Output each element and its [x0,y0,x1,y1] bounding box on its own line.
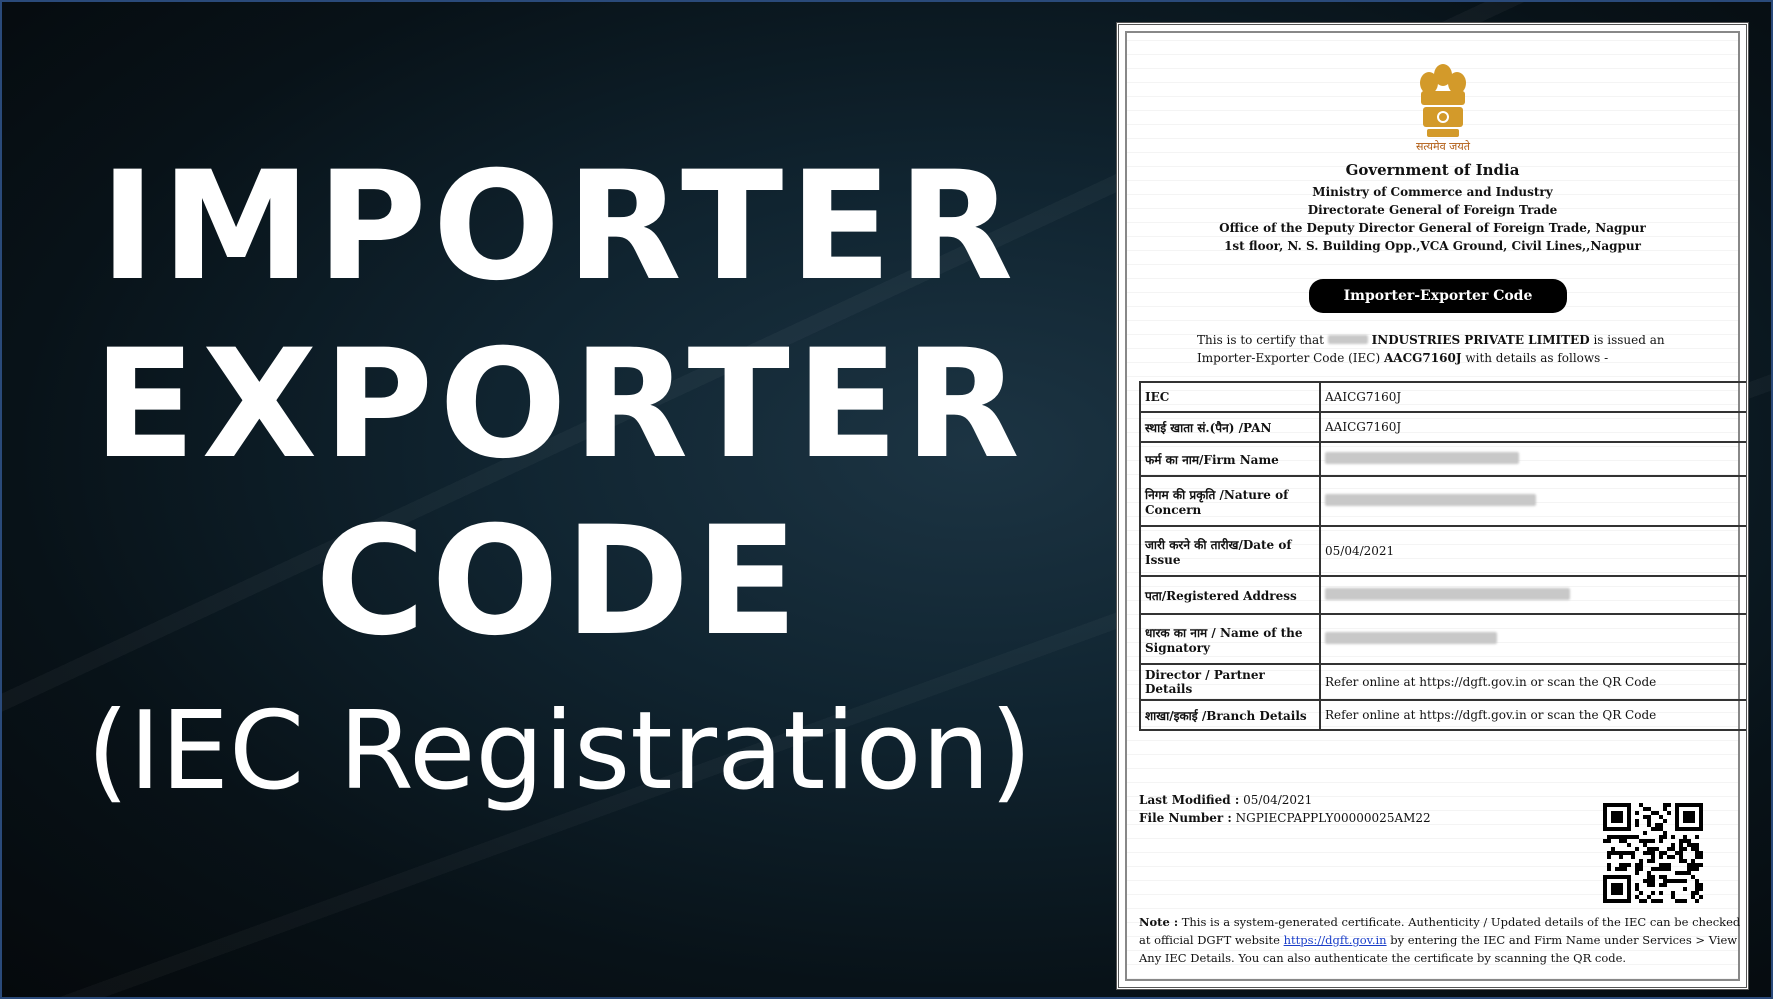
qr-module [1647,807,1651,811]
qr-module [1635,823,1639,827]
row-value [1320,476,1748,526]
qr-module [1699,851,1703,855]
qr-module [1695,887,1699,891]
note-text-2: by entering the IEC and Firm Name under Services > View Any IEC Details. You can also authenticate the certificate by scanning the QR code. [1139,933,1738,965]
qr-module [1683,835,1687,839]
certify-prefix: This is to certify that [1197,333,1324,347]
qr-module [1639,867,1643,871]
title-subtitle: (IEC Registration) [86,689,1033,814]
row-label: IEC [1140,382,1320,412]
table-row [1140,700,1748,730]
redacted-value [1325,588,1570,600]
note-label: Note : [1139,915,1179,929]
qr-module [1679,871,1683,875]
qr-module [1675,899,1679,903]
qr-module [1687,843,1691,847]
qr-module [1663,875,1667,879]
qr-module [1663,879,1667,883]
row-label: निगम की प्रकृति /Nature of Concern [1140,476,1320,526]
qr-module [1623,851,1627,855]
qr-module [1647,883,1651,887]
qr-module [1691,843,1695,847]
qr-module [1635,811,1639,815]
qr-module [1691,895,1695,899]
row-value: Refer online at https://dgft.gov.in or scan the QR Code [1320,700,1748,730]
qr-module [1663,851,1667,855]
qr-module [1631,855,1635,859]
qr-module [1687,839,1691,843]
qr-module [1659,835,1663,839]
qr-module [1663,819,1667,823]
qr-module [1675,851,1679,855]
qr-module [1663,831,1667,835]
qr-module [1663,883,1667,887]
qr-module [1659,863,1663,867]
table-row [1140,614,1748,664]
table-row [1140,382,1748,412]
certificate-meta [1139,791,1431,827]
qr-module [1679,859,1683,863]
qr-module [1651,851,1655,855]
qr-module [1607,867,1611,871]
qr-module [1691,863,1695,867]
qr-module [1679,839,1683,843]
qr-module [1627,851,1631,855]
certify-line2-prefix: Importer-Exporter Code (IEC) [1197,351,1381,365]
qr-module [1667,863,1671,867]
qr-finder-core [1683,811,1695,823]
qr-module [1619,855,1623,859]
qr-module [1647,871,1651,875]
qr-module [1635,871,1639,875]
qr-module [1643,831,1647,835]
qr-module [1639,839,1643,843]
qr-module [1647,875,1651,879]
qr-code-icon [1603,803,1703,903]
table-row [1140,442,1748,476]
qr-module [1635,883,1639,887]
qr-module [1683,887,1687,891]
iec-certificate [1116,22,1749,990]
qr-module [1643,879,1647,883]
qr-module [1615,867,1619,871]
qr-module [1659,827,1663,831]
certify-iec-code: AACG7160J [1384,351,1462,365]
qr-module [1659,883,1663,887]
qr-module [1687,867,1691,871]
qr-module [1663,803,1667,807]
qr-module [1695,879,1699,883]
qr-module [1651,883,1655,887]
qr-module [1659,839,1663,843]
national-emblem-icon [1413,57,1473,147]
qr-module [1659,823,1663,827]
qr-module [1683,859,1687,863]
qr-module [1667,867,1671,871]
qr-module [1659,855,1663,859]
qr-module [1619,867,1623,871]
qr-module [1647,879,1651,883]
qr-module [1651,899,1655,903]
qr-module [1679,855,1683,859]
qr-module [1619,839,1623,843]
qr-module [1659,899,1663,903]
qr-module [1635,895,1639,899]
qr-module [1655,823,1659,827]
certificate-note [1139,913,1749,967]
qr-module [1679,843,1683,847]
qr-module [1655,899,1659,903]
qr-module [1627,843,1631,847]
qr-module [1651,891,1655,895]
row-label: फर्म का नाम/Firm Name [1140,442,1320,476]
office-heading: Office of the Deputy Director General of Foreign Trade, Nagpur [1219,221,1646,235]
qr-module [1643,851,1647,855]
row-label: शाखा/इकाई /Branch Details [1140,700,1320,730]
qr-module [1667,847,1671,851]
qr-module [1651,875,1655,879]
qr-module [1635,819,1639,823]
table-row [1140,476,1748,526]
qr-module [1651,847,1655,851]
row-label: धारक का नाम / Name of the Signatory [1140,614,1320,664]
qr-module [1671,843,1675,847]
file-number-label: File Number : [1139,811,1232,825]
qr-module [1631,835,1635,839]
qr-module [1607,863,1611,867]
qr-module [1699,883,1703,887]
qr-module [1647,895,1651,899]
redacted-value [1325,494,1536,506]
qr-module [1675,879,1679,883]
qr-module [1627,863,1631,867]
directorate-heading: Directorate General of Foreign Trade [1307,203,1558,217]
office-address: 1st floor, N. S. Building Opp.,VCA Ground, Civil Lines,,Nagpur [1224,239,1641,253]
certify-line2-suffix: with details as follows - [1465,351,1609,365]
qr-module [1643,815,1647,819]
government-heading: Government of India [1345,161,1520,179]
redacted-name [1328,335,1368,344]
qr-module [1635,847,1639,851]
qr-module [1655,867,1659,871]
qr-module [1607,835,1611,839]
qr-module [1691,891,1695,895]
qr-module [1687,863,1691,867]
qr-module [1651,827,1655,831]
qr-module [1695,883,1699,887]
qr-module [1691,867,1695,871]
qr-module [1651,855,1655,859]
qr-module [1651,867,1655,871]
row-label: पता/Registered Address [1140,576,1320,614]
row-value: AAICG7160J [1320,382,1748,412]
certify-statement [1197,331,1717,367]
company-name: INDUSTRIES PRIVATE LIMITED [1371,333,1590,347]
qr-module [1663,863,1667,867]
qr-module [1663,867,1667,871]
qr-module [1639,899,1643,903]
qr-module [1679,879,1683,883]
qr-module [1623,839,1627,843]
certificate-frame [1125,31,1740,981]
redacted-value [1325,632,1497,644]
qr-module [1635,867,1639,871]
qr-module [1643,807,1647,811]
qr-module [1639,803,1643,807]
qr-module [1683,839,1687,843]
qr-module [1639,863,1643,867]
qr-module [1631,851,1635,855]
row-value [1320,442,1748,476]
qr-module [1695,855,1699,859]
qr-module [1655,811,1659,815]
last-modified-value: 05/04/2021 [1243,793,1313,807]
emblem-motto: सत्यमेव जयते [1415,140,1470,153]
qr-module [1667,811,1671,815]
qr-module [1695,891,1699,895]
qr-module [1627,835,1631,839]
qr-module [1639,859,1643,863]
last-modified-label: Last Modified : [1139,793,1240,807]
title-line-2: EXPORTER [93,318,1026,492]
qr-module [1639,891,1643,895]
qr-module [1643,899,1647,903]
qr-module [1635,835,1639,839]
row-value [1320,614,1748,664]
qr-finder-core [1611,883,1623,895]
qr-module [1679,851,1683,855]
qr-module [1671,895,1675,899]
qr-module [1667,803,1671,807]
qr-module [1683,879,1687,883]
qr-module [1607,855,1611,859]
qr-module [1695,851,1699,855]
dgft-link[interactable]: https://dgft.gov.in [1283,933,1387,947]
qr-module [1647,851,1651,855]
qr-module [1655,827,1659,831]
certify-mid: is issued an [1593,333,1665,347]
qr-module [1647,819,1651,823]
qr-module [1651,859,1655,863]
qr-module [1695,847,1699,851]
qr-module [1695,867,1699,871]
qr-module [1647,847,1651,851]
qr-module [1699,895,1703,899]
qr-module [1615,851,1619,855]
qr-module [1695,835,1699,839]
qr-module [1679,847,1683,851]
file-number-value: NGPIECPAPPLY00000025AM22 [1235,811,1431,825]
qr-module [1611,851,1615,855]
qr-module [1623,863,1627,867]
qr-module [1695,899,1699,903]
row-label: स्थाई खाता सं.(पैन) /PAN [1140,412,1320,442]
qr-module [1651,879,1655,883]
row-value [1320,576,1748,614]
qr-module [1655,847,1659,851]
qr-module [1699,887,1703,891]
qr-module [1699,855,1703,859]
qr-module [1671,855,1675,859]
table-row [1140,576,1748,614]
qr-module [1659,851,1663,855]
qr-module [1663,807,1667,811]
table-row [1140,664,1748,700]
qr-module [1683,899,1687,903]
qr-module [1659,815,1663,819]
qr-module [1651,811,1655,815]
qr-module [1607,839,1611,843]
qr-module [1671,835,1675,839]
qr-module [1623,867,1627,871]
qr-module [1647,815,1651,819]
qr-module [1679,899,1683,903]
qr-module [1619,851,1623,855]
qr-module [1647,823,1651,827]
qr-module [1683,847,1687,851]
qr-module [1691,875,1695,879]
qr-module [1671,891,1675,895]
qr-module [1659,891,1663,895]
qr-module [1635,887,1639,891]
qr-module [1611,835,1615,839]
qr-module [1659,875,1663,879]
qr-module [1603,839,1607,843]
qr-module [1687,871,1691,875]
ministry-heading: Ministry of Commerce and Industry [1312,185,1553,199]
qr-module [1663,835,1667,839]
qr-module [1695,863,1699,867]
table-row [1140,526,1748,576]
qr-module [1651,839,1655,843]
row-label: Director / Partner Details [1140,664,1320,700]
row-value: AAICG7160J [1320,412,1748,442]
title-line-3: CODE [315,495,804,669]
qr-module [1619,835,1623,839]
certificate-banner: Importer-Exporter Code [1309,279,1567,313]
row-label: जारी करने की तारीख/Date of Issue [1140,526,1320,576]
qr-module [1667,879,1671,883]
qr-module [1643,839,1647,843]
qr-module [1643,843,1647,847]
qr-module [1675,871,1679,875]
qr-finder-core [1611,811,1623,823]
qr-module [1635,863,1639,867]
title-line-1: IMPORTER [99,140,1020,314]
table-row [1140,412,1748,442]
redacted-value [1325,452,1519,464]
qr-module [1659,867,1663,871]
qr-module [1667,855,1671,859]
qr-module [1647,859,1651,863]
qr-module [1671,847,1675,851]
qr-module [1607,851,1611,855]
iec-details-table [1139,381,1749,731]
qr-module [1623,835,1627,839]
row-value: Refer online at https://dgft.gov.in or scan the QR Code [1320,664,1748,700]
qr-module [1691,859,1695,863]
qr-module [1691,847,1695,851]
row-value: 05/04/2021 [1320,526,1748,576]
qr-module [1683,871,1687,875]
qr-module [1611,847,1615,851]
qr-module [1671,879,1675,883]
qr-module [1619,863,1623,867]
qr-module [1699,863,1703,867]
note-text-1: This is a system-generated certificate. Authenticity / Updated details of the IEC can be checked at official DGFT website [1139,915,1741,947]
qr-module [1695,843,1699,847]
qr-module [1647,839,1651,843]
qr-module [1615,835,1619,839]
